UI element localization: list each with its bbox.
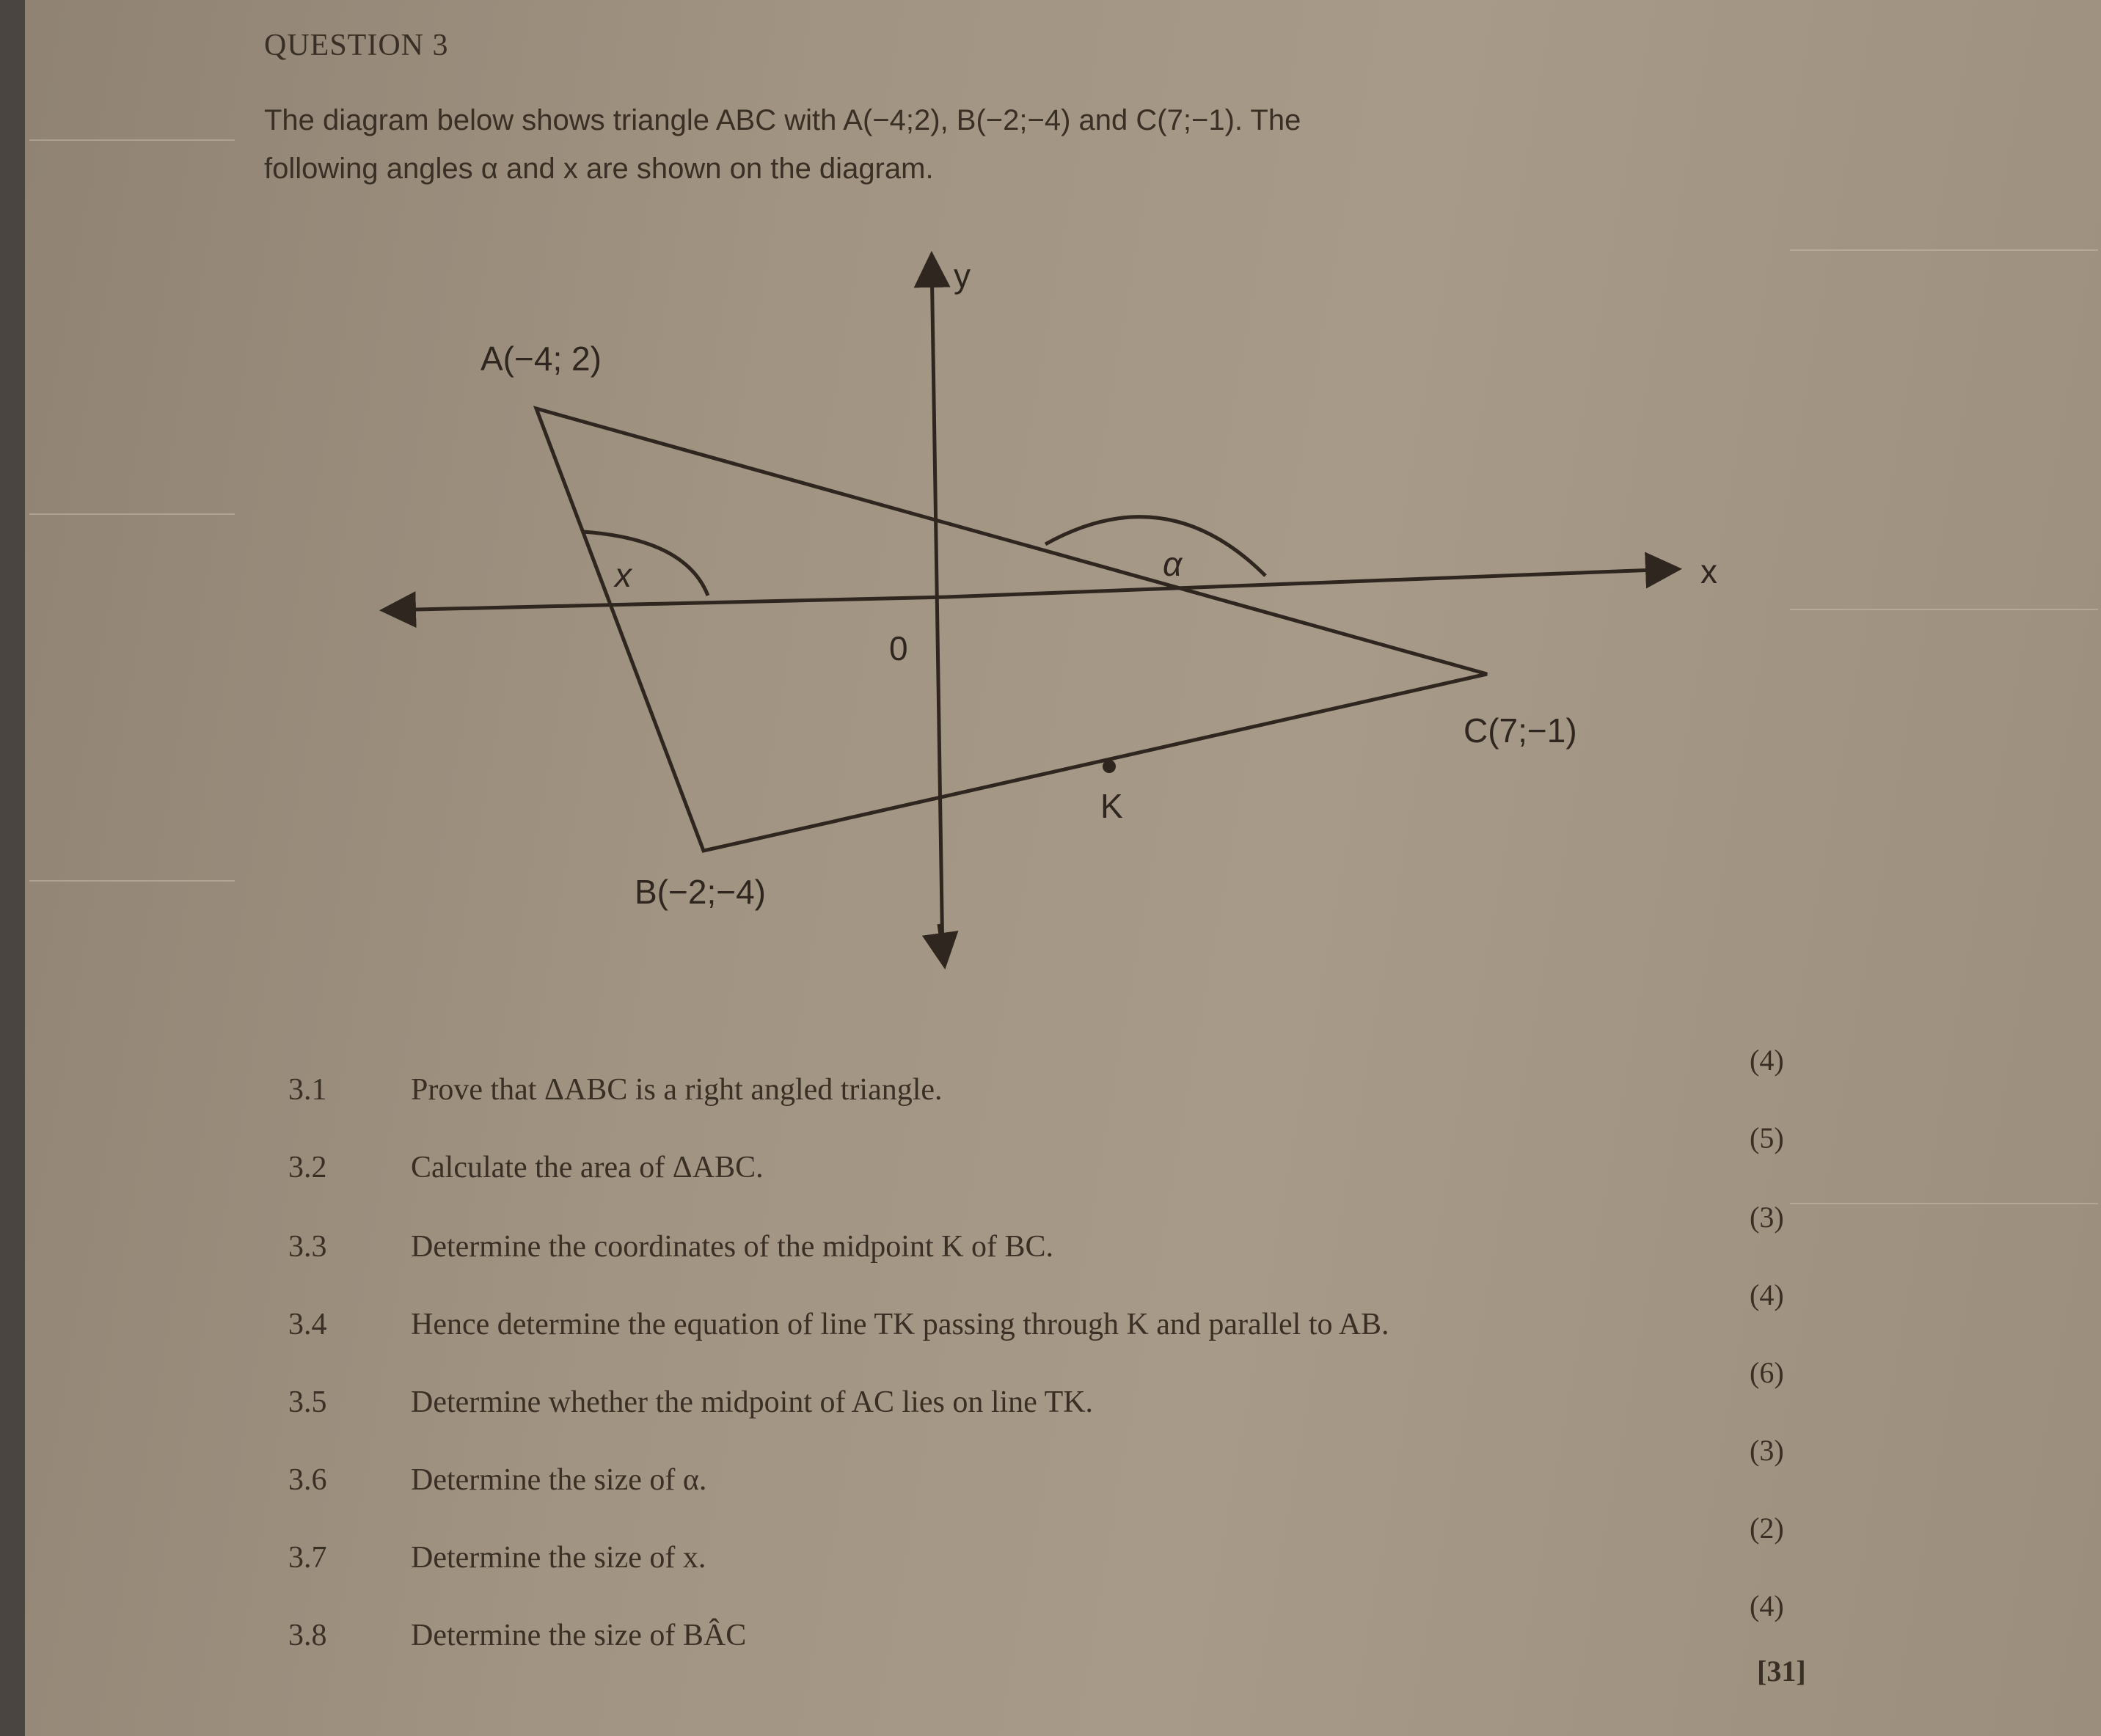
- x-axis-left: [387, 597, 946, 610]
- x-axis-label: x: [1700, 552, 1717, 590]
- question-marks: (3): [1750, 1434, 1784, 1467]
- question-marks: (5): [1750, 1121, 1784, 1154]
- question-marks: (6): [1750, 1356, 1784, 1389]
- question-number: 3.5: [288, 1385, 327, 1419]
- question-text: Determine the size of BÂC: [411, 1619, 747, 1652]
- question-item: [0, 1512, 2101, 1584]
- question-title: QUESTION 3: [264, 29, 449, 62]
- question-item: [0, 1201, 2101, 1273]
- question-item: [0, 1356, 2101, 1429]
- question-marks: (2): [1750, 1512, 1784, 1545]
- question-text: Determine whether the midpoint of AC lies on line TK.: [411, 1385, 1094, 1419]
- question-text: Calculate the area of ΔABC.: [411, 1151, 764, 1184]
- question-text: Hence determine the equation of line TK passing through K and parallel to AB.: [411, 1308, 1389, 1341]
- question-marks: (3): [1750, 1201, 1784, 1234]
- question-item: [0, 1278, 2101, 1351]
- point-a-label: A(−4; 2): [481, 340, 602, 378]
- y-axis-label: y: [954, 257, 971, 295]
- question-marks: (4): [1750, 1278, 1784, 1311]
- question-item: [0, 1121, 2101, 1194]
- question-text: Determine the size of α.: [411, 1463, 707, 1497]
- total-marks: [31]: [1757, 1655, 1806, 1688]
- question-item: [0, 1044, 2101, 1116]
- alpha-label: α: [1163, 545, 1183, 583]
- question-number: 3.2: [288, 1151, 327, 1184]
- x-angle-label: x: [615, 556, 632, 594]
- intro-text: The diagram below shows triangle ABC with A(−4;2), B(−2;−4) and C(7;−1). The: [264, 104, 1301, 136]
- origin-label: 0: [889, 629, 908, 667]
- question-number: 3.4: [288, 1308, 327, 1341]
- question-text: Determine the size of x.: [411, 1541, 706, 1575]
- alpha-arc: [1045, 517, 1265, 576]
- triangle-abc: [536, 409, 1487, 851]
- intro-text: following angles α and x are shown on the diagram.: [264, 153, 934, 185]
- question-marks: (4): [1750, 1589, 1784, 1622]
- point-b-label: B(−2;−4): [635, 873, 766, 911]
- question-number: 3.7: [288, 1541, 327, 1575]
- question-text: Prove that ΔABC is a right angled triangle.: [411, 1073, 943, 1107]
- y-axis: [932, 258, 943, 961]
- question-text: Determine the coordinates of the midpoint K of BC.: [411, 1230, 1053, 1264]
- question-item: [0, 1434, 2101, 1506]
- question-number: 3.1: [288, 1073, 327, 1107]
- point-k-dot: [1103, 760, 1116, 773]
- x-axis: [946, 569, 1675, 597]
- question-number: 3.6: [288, 1463, 327, 1497]
- question-number: 3.8: [288, 1619, 327, 1652]
- question-marks: (4): [1750, 1044, 1784, 1077]
- question-number: 3.3: [288, 1230, 327, 1264]
- point-k-label: K: [1100, 787, 1123, 825]
- point-c-label: C(7;−1): [1464, 711, 1577, 750]
